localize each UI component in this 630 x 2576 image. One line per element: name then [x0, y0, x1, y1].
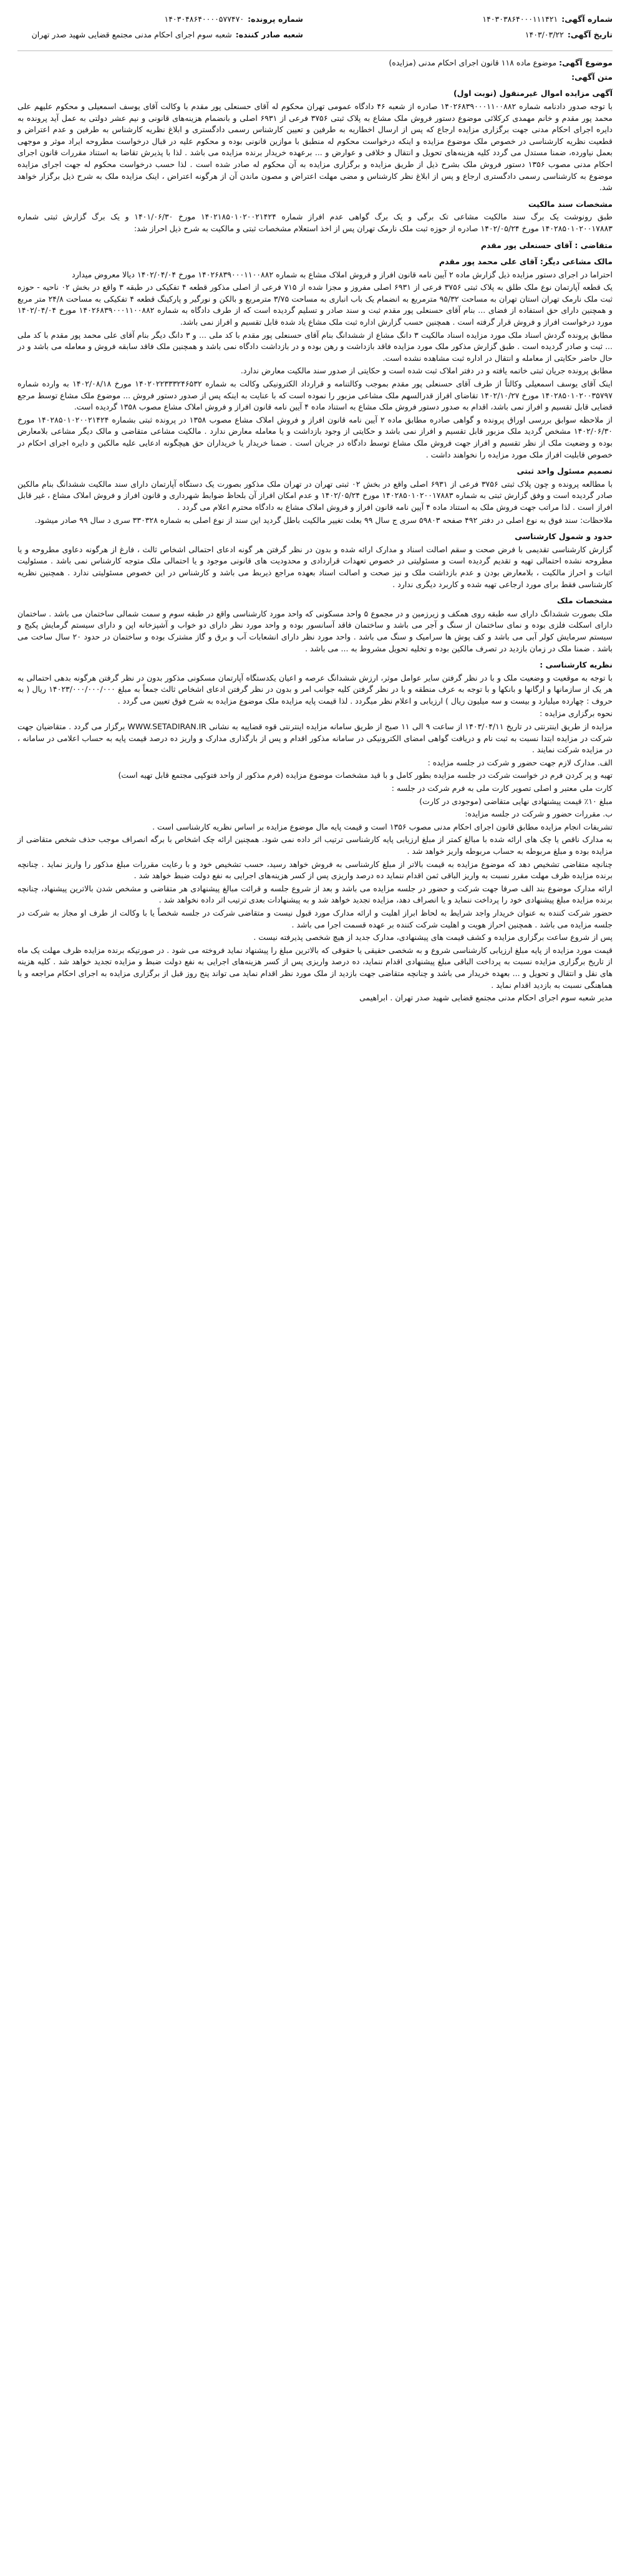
- body-paragraph: گزارش کارشناسی تقدیمی با فرض صحت و سقم اصالت اسناد و مدارک ارائه شده و بدون در نظر گرفتن هر گونه ادعای احتمالی اشخاص ثالث ، فارغ از هرگونه دعاوی مطروحه و یا مطروحه نشده احتمالی تهیه و تقدیم گردیده است و مسئولیتی در خصوص تعهدات قراردادی و محدودیت های قانونی موجود و یا احتمالی ملک متوجه کارشناس نمی باشد . مسئولیت اثبات و احراز مالکیت ، بلامعارض بودن و عدم بازداشت ملک و نیز صحت و اصالت اسناد بعهده مراجع ذیربط می باشد و کارشناس در این خصوص مسئولیتی ندارد . همچنین نظریه کارشناسی فقط برای مورد ارجاعی تهیه شده و کاربرد دیگری ندارد .: [17, 544, 613, 589]
- section-heading: مشخصات سند مالکیت: [528, 199, 613, 209]
- ad-subject: [17, 57, 613, 69]
- file-number-label: شماره پرونده:: [248, 14, 303, 24]
- body-paragraph: حضور شرکت کننده به عنوان خریدار واجد شرایط به لحاظ ابراز اهلیت و ارائه مدارک مورد قبول نیست و متقاضی شرکت در جلسه شخصاً یا با وکالت از طرف او مجاز به شرکت در جلسه مزایده می باشد . همچنین احراز هویت و اهلیت شرکت کننده بر عهده قسمت اجرا می باشد .: [17, 907, 613, 929]
- ad-header: [17, 14, 613, 51]
- body-paragraph: تشریفات انجام مزایده مطابق قانون اجرای احکام مدنی مصوب ۱۳۵۶ است و قیمت پایه مال موضوع مزایده بر اساس نظریه کارشناسی است .: [152, 821, 613, 831]
- body-paragraph: قیمت مورد مزایده از پایه مبلغ ارزیابی کارشناسی شروع و به شخصی حقیقی یا حقوقی که بالاترین مبلغ را پیشنهاد نماید فروخته می شود . در صورتیکه برنده مزایده ظرف مهلت یک ماه از تاریخ برگزاری مزایده نسبت به پرداخت الباقی مبلغ پیشنهادی اقدام ننماید، ده درصد واریزی پس از کسر هزینه‌های اجرایی به نفع دولت ضبط و مزایده تجدید خواهد شد . کلیه هزینه های نقل و انتقال و تحویل و ... بعهده خریدار می باشد و چنانچه متقاضی جهت بازدید از ملک مورد نظر اقدام نماید می تواند پنج روز قبل از برگزاری مزایده به اجرای احکام مراجعه و با هماهنگی نسبت به بازدید اقدام نماید .: [17, 945, 613, 990]
- body-paragraph: مبلغ ۱۰٪ قیمت پیشنهادی نهایی متقاضی (موجودی در کارت): [419, 796, 613, 806]
- body-paragraph: ارائه مدارک موضوع بند الف صرفا جهت شرکت و حضور در جلسه مزایده می باشد و بعد از شروع جلسه و قرائت مبالغ پیشنهادی هر متقاضی و مشخص شدن بالاترین پیشنهاد، چنانچه برنده مزایده مبلغ پیشنهادی خود را پرداخت ننماید و یا انصراف دهد، مزایده تجدید خواهد شد و به پیشنهادات بعدی ترتیب اثر داده نخواهد شد .: [17, 883, 613, 905]
- body-paragraph: ب. مقررات حضور و شرکت در جلسه مزایده:: [465, 809, 613, 819]
- body-paragraph: احتراما در اجرای دستور مزایده ذیل گزارش ماده ۲ آیین نامه قانون افراز و فروش املاک مشاع به شماره ۱۴۰۲۶۸۳۹۰۰۰۱۱۰۰۸۸۲ مورخ ۱۴۰۲/۰۴/۰۴ دیالا معروض میدارد: [72, 269, 613, 279]
- ad-date-row: [327, 29, 613, 41]
- issuer-label: شعبه صادر کننده:: [235, 29, 303, 39]
- header-right-column: [327, 14, 613, 44]
- body-paragraph: الف. مدارک لازم جهت حضور و شرکت در جلسه مزایده :: [427, 757, 613, 767]
- section-heading: مشخصات ملک: [556, 596, 613, 606]
- body-paragraph: مطابق پرونده گردش اسناد ملک مورد مزایده اسناد مالکیت ۳ دانگ مشاع از ششدانگ بنام آقای حسنعلی پور مقدم با کد ملی ... و ۳ دانگ دیگر بنام آقای علی محمد پور مقدم با کد ملی ... ثبت و صادر گردیده است . طبق گزارش مذکور ملک مورد مزایده فاقد بازداشت و رهن بوده و در بازداشت دادگاه نمی باشد و همچنین ملک فاقد سابقه فروش و معامله می باشد و در حال حاضر حکایتی از معامله و انتقال در اداره ثبت مشاهده نشده است.: [17, 330, 613, 363]
- body-paragraph: ملک بصورت ششدانگ دارای سه طبقه روی همکف و زیرزمین و در مجموع ۵ واحد مسکونی که واحد مورد کارشناسی واقع در طبقه سوم و سمت شمالی ساختمان می باشد . ساختمان دارای اسکلت فلزی بوده و نمای ساختمان از سنگ و آجر می باشد و ساختمان فاقد آسانسور بوده و واحد مورد نظر دارای دو خواب و آشپزخانه اپن و دارای سیستم گرمایش پکیج و سیستم سرمایش کولر آبی می باشد و کف پوش ها سرامیک و سنگ می باشد . واحد مورد نظر دارای انشعابات آب و برق و گاز مشترک بوده و ساختمان در حدود ۲۰ سال ساخت می باشد . ضمنا ملک در زمان بازدید در تصرف مالکین بوده و تخلیه تحویل مشروط به ... می باشد .: [17, 608, 613, 653]
- ad-number: ۱۴۰۳۰۳۸۶۴۰۰۰۱۱۱۴۲۱: [482, 14, 558, 24]
- body-paragraph: نحوه برگزاری مزایده :: [540, 709, 613, 719]
- section-heading: حدود و شمول کارشناسی: [515, 532, 613, 542]
- subject-label: موضوع آگهی:: [559, 58, 613, 68]
- section-heading: متقاضی : آقای حسنعلی پور مقدم: [480, 240, 613, 250]
- ad-document: [0, 0, 630, 1029]
- ad-body: [17, 88, 613, 1003]
- body-title: متن آگهی:: [571, 72, 613, 82]
- section-heading: مالک مشاعی دیگر: آقای علی محمد پور مقدم: [439, 257, 613, 267]
- section-heading: نظریه کارشناسی :: [540, 660, 613, 670]
- body-paragraph: مدیر شعبه سوم اجرای احکام مدنی مجتمع قضایی شهید صدر تهران . ابراهیمی: [359, 993, 613, 1003]
- body-paragraph: تهیه و پر کردن فرم در خواست شرکت در جلسه مزایده بطور کامل و با قید مشخصات موضوع مزایده (فرم مذکور از واحد فتوکپی مجتمع قابل تهیه است): [118, 770, 613, 780]
- body-paragraph: چنانچه متقاضی تشخیص دهد که موضوع مزایده به قیمت بالاتر از مبلغ کارشناسی به فروش خواهد رسید، حسب تشخیص خود و با رعایت مقررات مبلغ مذکور را واریز نماید . چنانچه برنده مزایده ظرف مهلت مقرر نسبت به واریز الباقی ثمن اقدام ننماید ده درصد واریزی پس از کسر هزینه‌های اجرایی به نفع دولت ضبط خواهد شد .: [17, 859, 613, 881]
- body-paragraph: ملاحظات: سند فوق به نوع اصلی در دفتر ۴۹۲ صفحه ۵۹۸۰۳ سری ج سال ۹۹ بعلت تغییر مالکیت باطل گردید این سند از نوع اصلی به شماره ۳۳۰۳۲۸ سری د سال ۹۹ صادر میشود.: [34, 515, 613, 525]
- file-number: ۱۴۰۳۰۴۸۶۴۰۰۰۰۵۷۷۴۷۰: [164, 14, 245, 24]
- section-heading: تصمیم مسئول واحد ثبتی: [516, 466, 613, 476]
- section-heading: آگهی مزایده اموال غیرمنقول (نوبت اول): [453, 89, 613, 98]
- body-paragraph: کارت ملی معتبر و اصلی تصویر کارت ملی به فرم شرکت در جلسه :: [391, 783, 613, 793]
- ad-date: ۱۴۰۳/۰۳/۲۲: [525, 29, 564, 39]
- body-paragraph: مطابق پرونده جریان ثبتی خاتمه یافته و در دفتر املاک ثبت شده است و حکایتی از صدور سند مالکیت معارض ندارد.: [240, 366, 613, 376]
- body-paragraph: با توجه صدور دادنامه شماره ۱۴۰۲۶۸۳۹۰۰۰۱۱۰۰۸۸۲ صادره از شعبه ۴۶ دادگاه عمومی تهران محکوم له آقای حسنعلی پور مقدم با وکالت آقای یوسف اسمعیلی و محکوم علیهم علی محمد پور مقدم و خانم مهمدی کرکلائی موضوع دستور فروش ملک مشاع به پلاک ثبتی ۳۷۵۶ فرعی از ۶۹۳۱ اصلی و بانضمام هزینه‌های قانونی و نیم عشر دولتی به عمل آید پرونده به دایره اجرای احکام مدنی جهت برگزاری مزایده ارجاع که پس از ارسال اخطاریه به طرفین و تعیین کارشناس رسمی دادگستری و ابلاغ نظریه کارشناس به طرفین و عدم اعتراض و قطعیت نظریه کارشناسی در خصوص ملک موضوع مزایده و اینکه درخواست محکوم له منطبق با موازین قانونی بوده و محکوم علیه در قبال درخواست مطروحه ایراد موثر و موجهی بعمل نیاورده، ضمنا مستدل می گردد کلیه هزینه‌های تحویل و انتقال و خلافی و عوارض و ... برعهده خریدار برنده مزایده می باشد . لذا با پذیرش تقاضا به استناد مقررات قانون اجرای احکام مدنی مصوب ۱۳۵۶ دستور فروش ملک بشرح ذیل از طریق مزایده و برگزاری مزایده به آن محکوم له صادر شده است . لذا حسب درخواست محکوم له جهت اجرای مزایده موضوع به کارشناسی رسمی دادگستری ارجاع و پس از ابلاغ نظر کارشناس و مضی مهلت اعتراض و مصون ماندن آن از هرگونه اعتراض ، اینک مزایده ملک به شرح ذیل برگزار خواهد شد.: [17, 101, 613, 193]
- body-paragraph: با توجه به موقعیت و وضعیت ملک و با در نظر گرفتن سایر عوامل موثر، ارزش ششدانگ عرصه و اعیان یکدستگاه آپارتمان مسکونی مذکور بدون در نظر گرفتن هرگونه بدهی احتمالی به هر یک از سازمانها و ارگانها و بانکها و با توجه به عرف منطقه و با در نظر گرفتن کلیه جوانب امر و بدون در نظر گرفتن ادعای اشخاص ثالث جمعاً به مبلغ ۱۴۰۲۳/۰۰۰/۰۰۰/۰۰۰ ریال ( به حروف : چهارده میلیارد و بیست و سه میلیون ریال ) ارزیابی و اعلام نظر میگردد . لذا قیمت پایه مزایده ملک موضوع مزایده به شرح فوق تعیین می گردد .: [17, 673, 613, 706]
- subject-value: موضوع ماده ۱۱۸ قانون اجرای احکام مدنی (مزایده): [389, 58, 557, 68]
- body-paragraph: مزایده از طریق اینترنتی در تاریخ ۱۴۰۳/۰۴/۱۱ از ساعت ۹ الی ۱۱ صبح از طریق سامانه مزایده اینترنتی قوه قضاییه به نشانی WWW.SETADIRAN.IR برگزار می گردد . متقاضیان جهت شرکت در مزایده ابتدا نسبت به ثبت نام و دریافت گواهی امضای الکترونیکی در سامانه مذکور اقدام و پس از بارگذاری مدارک و واریز ده درصد قیمت پایه به حساب اعلامی در سامانه ، در مزایده شرکت نمایند .: [17, 722, 613, 755]
- body-paragraph: یک قطعه آپارتمان نوع ملک طلق به پلاک ثبتی ۳۷۵۶ فرعی از ۶۹۳۱ اصلی مفروز و مجزا شده از ۷۱۵ فرعی از اصلی مذکور قطعه ۴ تفکیکی در طبقه ۳ واقع در بخش ۰۲ ناحیه - حوزه ثبت ملک نارمک تهران استان تهران به مساحت ۹۵/۳۲ مترمربع به انضمام یک باب انباری به مساحت ۳/۷۵ مترمربع و بالکن و نورگیر و پارکینگ قطعه ۴ تفکیکی به مساحت ۲۴/۸ متر مربع و همچنین دارای حق استفاده از فضای ... بنام آقای حسنعلی پور مقدم ثبت و سند صادر و تسلیم گردیده است که از طرف دادگاه به شماره ۱۴۰۲۶۸۳۹۰۰۰۱۱۰۰۸۸۲ مورخ ۱۴۰۲/۰۴/۰۴ مورد درخواست افراز و فروش قرار گرفته است . همچنین حسب گزارش اداره ثبت ملک مشاع یاد شده قابل تقسیم و افراز نمی باشد.: [17, 282, 613, 327]
- ad-number-label: شماره آگهی:: [561, 14, 613, 24]
- header-left-column: [17, 14, 303, 44]
- file-number-row: [17, 14, 303, 26]
- body-paragraph: به مدارک ناقص یا چک های ارائه شده با مبالغ کمتر از مبلغ ارزیابی پایه کارشناسی ترتیب اثر داده نمی شود. همچنین ارائه چک اشخاص با برگه انصراف موجب حذف شخص متقاضی از مزایده بوده و مبلغ مربوطه به حساب مربوطه واریز خواهد شد .: [17, 835, 613, 856]
- body-paragraph: پس از شروع ساعت برگزاری مزایده و کشف قیمت های پیشنهادی، مدارک جدید از هیچ شخصی پذیرفته نیست .: [253, 932, 613, 942]
- body-paragraph: اینک آقای یوسف اسمعیلی وکالتاً از طرف آقای حسنعلی پور مقدم بموجب وکالتنامه و قرارداد الکترونیکی وکالت به شماره ۱۴۰۲۰۲۲۳۳۳۲۴۶۵۳۲ مورخ ۱۴۰۲/۰۸/۱۸ به وارده شماره ۱۴۰۲۸۵۰۱۰۲۰۰۳۵۷۹۷ مورخ ۱۴۰۲/۱۰/۲۷ تقاضای افراز قدرالسهم ملک مشاعی مزبور را نموده است که با عنایت به اینکه پس از صدور دستور فروش ... موضوع ملک مشاع توسط مرجع قضایی قابل تقسیم و افراز نمی باشد، اقدام به صدور دستور فروش ملک مشاع به استناد ماده ۴ آیین نامه قانون افراز و فروش املاک مشاع مصوب ۱۳۵۸ گردیده است.: [17, 379, 613, 412]
- issuer: شعبه سوم اجرای احکام مدنی مجتمع قضایی شهید صدر تهران: [31, 29, 232, 39]
- ad-number-row: [327, 14, 613, 26]
- body-paragraph: از ملاحظه سوابق بررسی اوراق پرونده و گواهی صادره مطابق ماده ۲ آیین نامه قانون افراز و فروش املاک مشاع مصوب ۱۳۵۸ در پرونده ثبتی بشماره ۱۴۰۲۸۵۰۱۰۲۰۰۲۱۴۲۴ مورخ ۱۴۰۲/۰۶/۳۰ مشخص گردید ملک مزبور قابل تقسیم و افراز نمی باشد و حکایتی از وجود بازداشت و یا معامله معارض ندارد . مالکیت مشاعی متقاضی و مالک دیگر مشاعی بلامعارض بوده و وضعیت ملک از نظر تقسیم و افراز جهت فروش ملک مشاع توسط دادگاه در جریان است . ضمنا خریدار یا خریداران حق هیچگونه ادعایی علیه مالکین و دایره اجرای احکام در خصوص قابلیت افراز ملک مورد مزایده را نخواهند داشت .: [17, 414, 613, 459]
- issuer-row: [17, 29, 303, 41]
- ad-date-label: تاریخ آگهی:: [567, 29, 613, 39]
- body-paragraph: با مطالعه پرونده و چون پلاک ثبتی ۳۷۵۶ فرعی از ۶۹۳۱ اصلی واقع در بخش ۰۲ ثبتی تهران در تهران ملک مذکور بصورت یک دستگاه آپارتمان دارای سند مالکیت ششدانگ بنام مالکین صادر گردیده است و وفق گزارش ثبتی به شماره ۱۴۰۲۸۵۰۱۰۲۰۰۱۷۸۸۳ مورخ ۱۴۰۲/۰۵/۲۴ و عدم امکان افراز آن بلحاظ ضوابط شهرداری و قانون افراز و فروش املاک مشاع ، غیر قابل افراز است . لذا مراتب جهت فروش ملک به استناد ماده ۴ آیین نامه قانون افراز و فروش املاک مشاع به دادگاه محترم اعلام می گردد .: [17, 479, 613, 512]
- body-paragraph: طبق رونوشت یک برگ سند مالکیت مشاعی تک برگی و یک برگ گواهی عدم افراز شماره ۱۴۰۲۱۸۵۰۱۰۲۰۰۲۱۴۲۴ مورخ ۱۴۰۱/۰۶/۳۰ و یک برگ گزارش ثبتی شماره ۱۴۰۲۸۵۰۱۰۲۰۰۱۷۸۸۳ مورخ ۱۴۰۲/۰۵/۲۴ صادره از حوزه ثبت ملک نارمک تهران پس از اخذ استعلام مشخصات ثبتی و مالکیت به شرح ذیل احراز شد:: [17, 212, 613, 233]
